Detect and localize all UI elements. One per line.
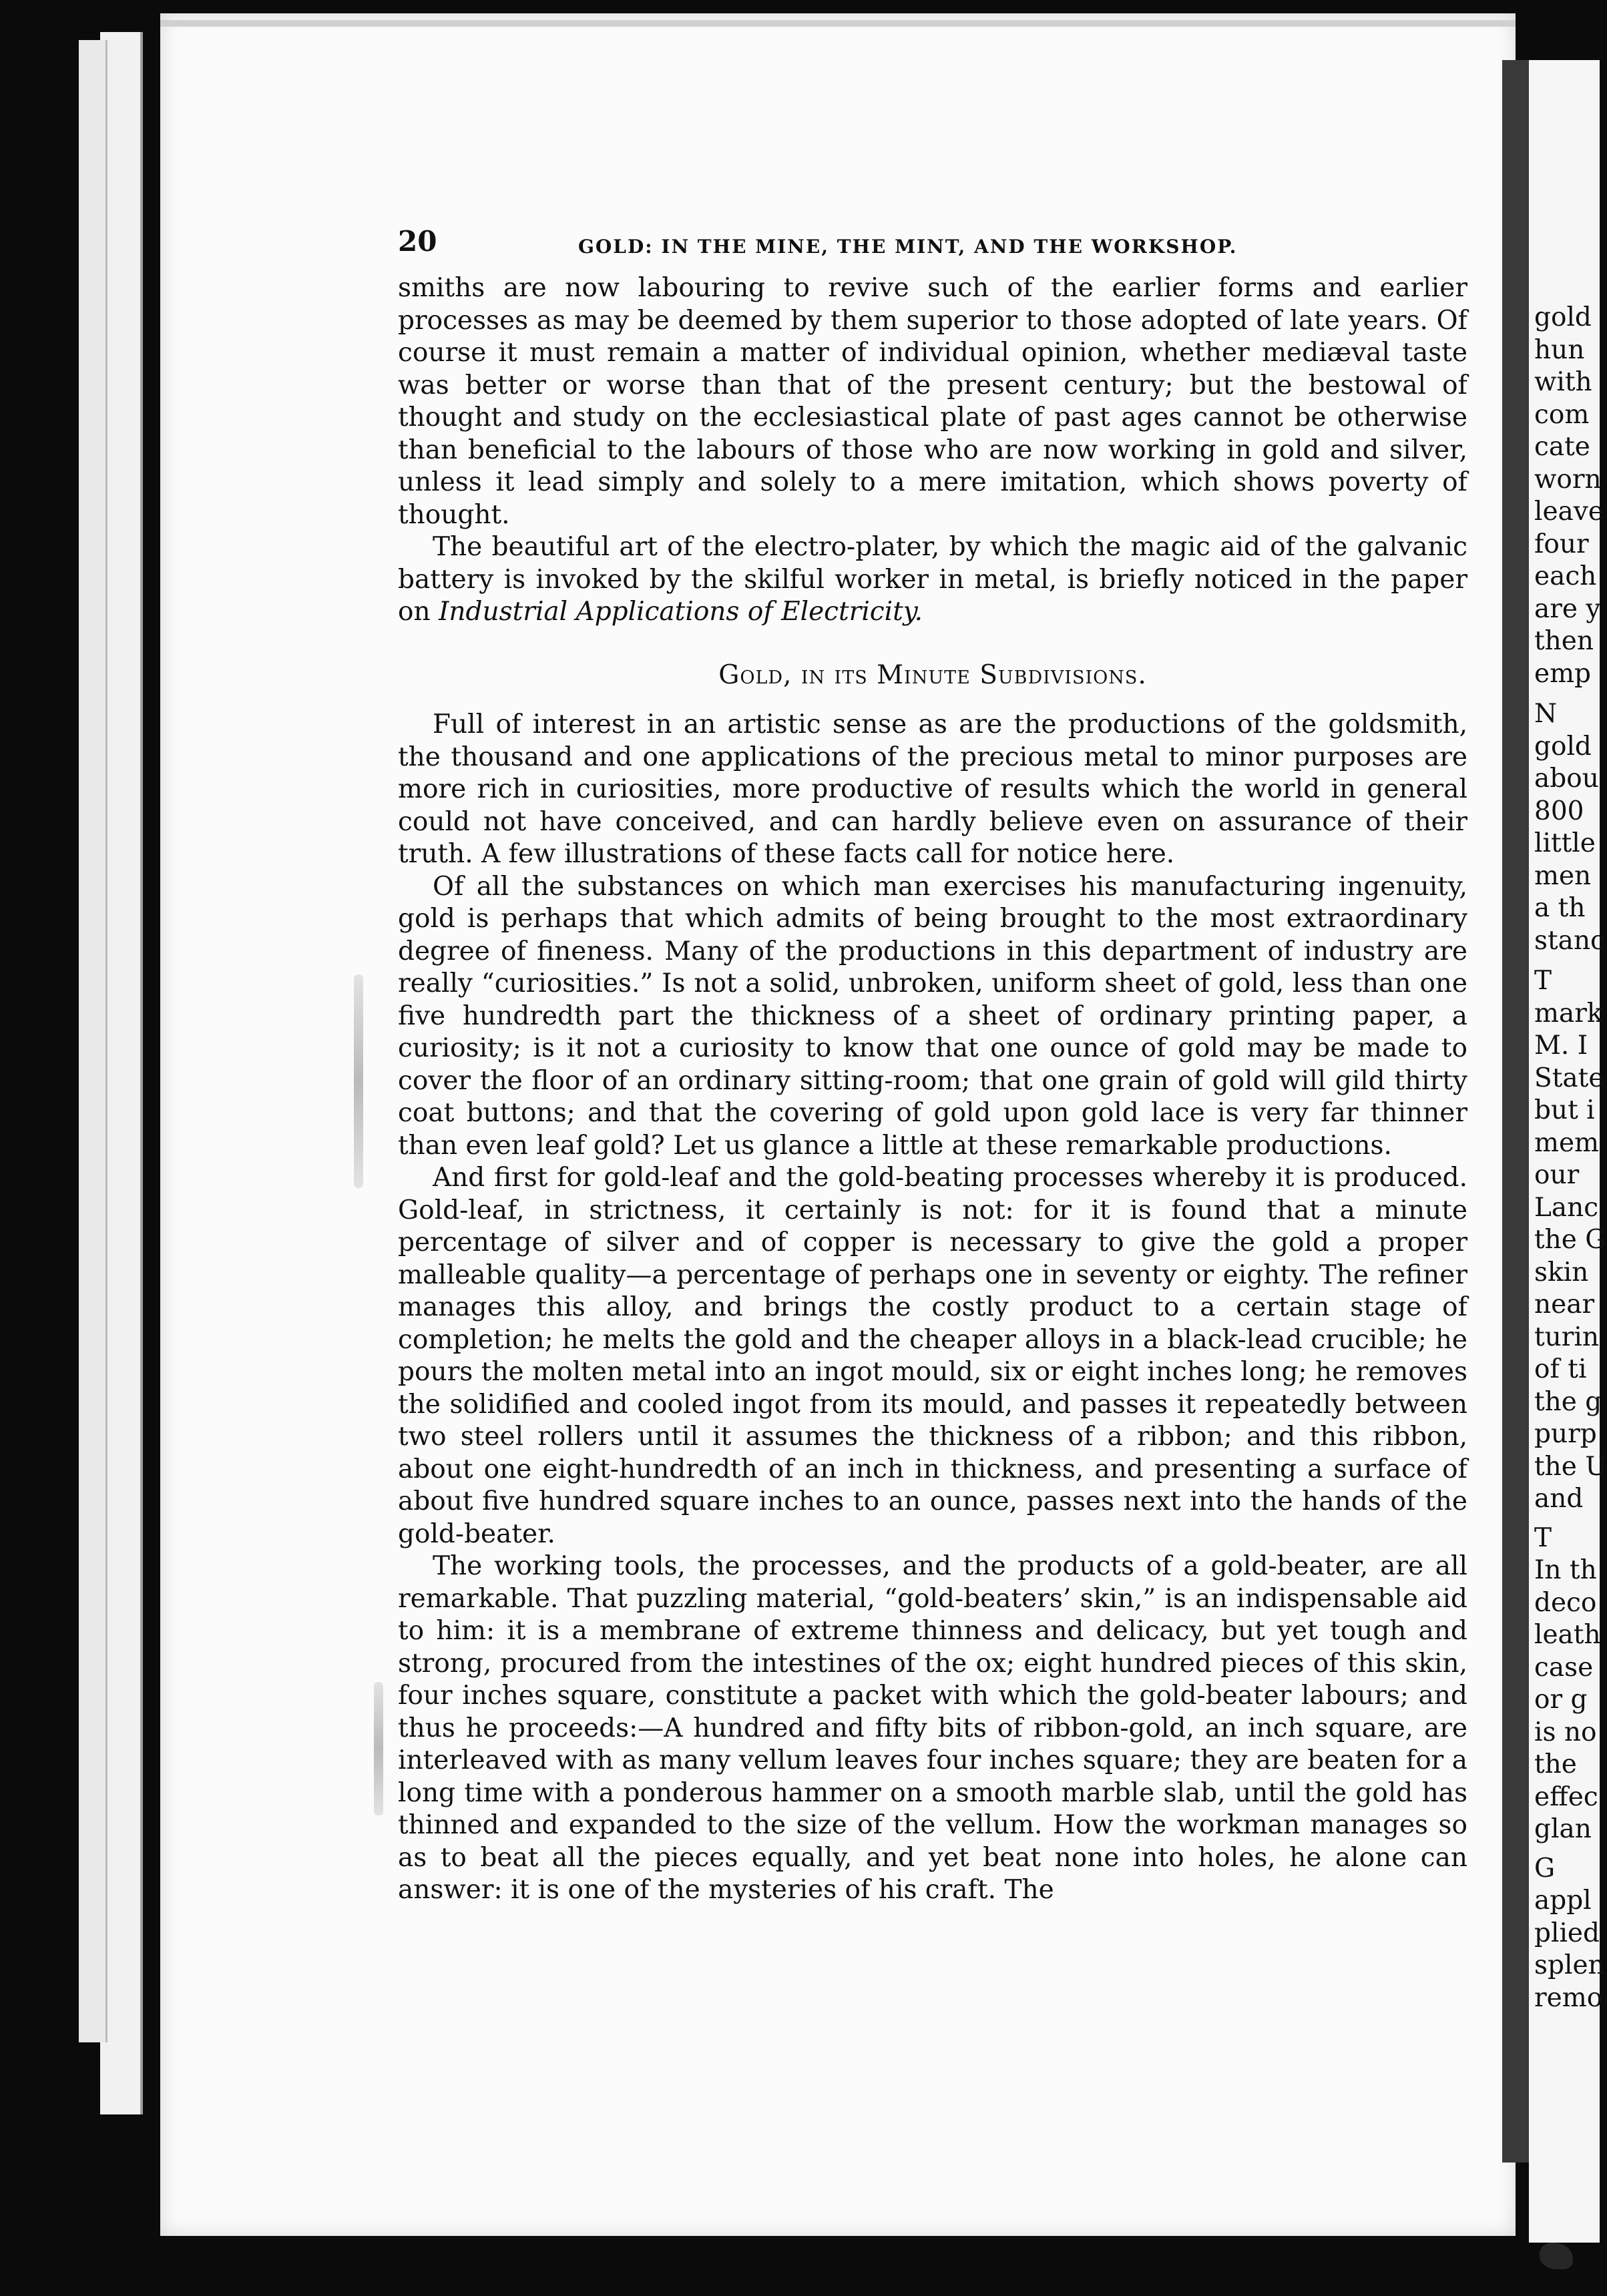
adjacent-page-word-fragment: the U	[1534, 1451, 1607, 1482]
adjacent-page-word-fragment: is no	[1534, 1717, 1597, 1747]
paragraph: The working tools, the processes, and the products of a gold-beater, are all remarkable. That puzzling material, “gold-beaters’ skin,” is an indispensable aid to him: it is a membrane of extreme thinness and delicacy, but yet tough and strong, procured from the intestines of the ox; eight hundred pieces of this skin, four inches square, constitute a packet with which the gold-beater labours; and thus he proceeds:—A hundred and fifty bits of ribbon-gold, an inch square, are interleaved with as many vellum leaves four inches square; they are beaten for a long time with a ponderous hammer on a smooth marble slab, until the gold has thinned and expanded to the size of the vellum. How the workman manages so as to beat all the pieces equally, and yet beat none into holes, he alone can answer: it is one of the mysteries of his craft. The	[398, 1551, 1467, 1905]
adjacent-page-word-fragment: Lanc	[1534, 1192, 1599, 1223]
adjacent-page-word-fragment: the	[1534, 1749, 1577, 1779]
italic-title: Industrial Applications of Electricity.	[439, 597, 923, 627]
adjacent-page-word-fragment: cate	[1534, 432, 1590, 462]
adjacent-page-word-fragment: then	[1534, 626, 1594, 656]
adjacent-page-word-fragment: gold	[1534, 731, 1592, 762]
scan-artifact	[1540, 2243, 1573, 2269]
adjacent-page-word-fragment: State	[1534, 1063, 1604, 1093]
adjacent-page-word-fragment: with	[1534, 367, 1592, 397]
adjacent-page-word-fragment: and	[1534, 1484, 1584, 1514]
adjacent-page-word-fragment: men	[1534, 860, 1592, 891]
adjacent-page-word-fragment: N	[1534, 699, 1558, 729]
adjacent-page-word-fragment: or g	[1534, 1685, 1588, 1715]
adjacent-page-word-fragment: T	[1534, 966, 1552, 996]
margin-pencil-mark	[354, 974, 363, 1188]
adjacent-page-word-fragment: turin	[1534, 1322, 1600, 1352]
adjacent-page-word-fragment: T	[1534, 1522, 1552, 1553]
adjacent-page-word-fragment: com	[1534, 399, 1590, 430]
adjacent-page-word-fragment: appl	[1534, 1886, 1592, 1916]
adjacent-page-word-fragment: stanc	[1534, 925, 1605, 956]
adjacent-page-word-fragment: abou	[1534, 764, 1599, 794]
book-gutter	[1502, 60, 1530, 2163]
paragraph: Of all the substances on which man exercises his manufacturing ingenuity, gold is perhaps that which admits of being brought to the most extraordinary degree of fineness. Many of the productions in this department of industry are really “curiosities.” Is not a solid, unbroken, uniform sheet of gold, less than one five hundredth part the thickness of a sheet of ordinary printing paper, a curiosity; is it not a curiosity to know that one ounce of gold may be made to cover the floor of an ordinary sitting-room; that one grain of gold will gild thirty coat buttons; and that the covering of gold upon gold lace is very far thinner than even leaf gold? Let us glance a little at these remarkable productions.	[398, 871, 1467, 1161]
adjacent-page-word-fragment: mem	[1534, 1127, 1600, 1158]
page-top-edge	[160, 20, 1516, 27]
adjacent-page-word-fragment: glan	[1534, 1814, 1592, 1844]
page-number: 20	[398, 225, 437, 258]
adjacent-page-word-fragment: 800	[1534, 796, 1584, 826]
adjacent-page-word-fragment: plied	[1534, 1918, 1600, 1948]
adjacent-page-word-fragment: remo	[1534, 1982, 1603, 2013]
adjacent-page-word-fragment: our	[1534, 1160, 1580, 1190]
adjacent-page-word-fragment: are y	[1534, 593, 1601, 624]
adjacent-page-word-fragment: near	[1534, 1289, 1595, 1320]
page-text	[398, 226, 1467, 1907]
adjacent-page-word-fragment: worn	[1534, 464, 1602, 495]
adjacent-page-word-fragment: G	[1534, 1853, 1556, 1884]
adjacent-page-word-fragment: skin	[1534, 1257, 1589, 1287]
adjacent-page-word-fragment: effec	[1534, 1781, 1598, 1812]
paragraph: smiths are now labouring to revive such of the earlier forms and earlier processes as may be deemed by them superior to those adopted of late years. Of course it must remain a matter of individual opinion, whether mediæval taste was better or worse than that of the present century; but the bestowal of thought and study on the ecclesiastical plate of past ages cannot be otherwise than beneficial to the labours of those who are now working in gold and silver, unless it lead simply and solely to a mere imitation, which shows poverty of thought.	[398, 273, 1467, 530]
adjacent-page-word-fragment: emp	[1534, 658, 1592, 689]
adjacent-page-word-fragment: the g	[1534, 1386, 1602, 1417]
adjacent-page-word-fragment: In th	[1534, 1555, 1597, 1585]
adjacent-page-word-fragment: purp	[1534, 1419, 1597, 1449]
adjacent-page-word-fragment: of ti	[1534, 1354, 1587, 1384]
adjacent-page-word-fragment: each	[1534, 561, 1597, 591]
adjacent-page-word-fragment: little	[1534, 828, 1596, 858]
running-head-title: GOLD: IN THE MINE, THE MINT, AND THE WORKSHOP.	[578, 236, 1238, 258]
book-edge-cover	[79, 40, 107, 2042]
adjacent-page-word-fragment: the G	[1534, 1225, 1606, 1255]
adjacent-page-word-fragment: gold	[1534, 302, 1592, 332]
adjacent-page-word-fragment: four	[1534, 529, 1589, 559]
paragraph: Full of interest in an artistic sense as are the productions of the goldsmith, the thousand and one applications of the precious metal to minor purposes are more rich in curiosities, more productive of results which the world in general could not have conceived, and can hardly believe even on assurance of their truth. A few illustrations of these facts call for notice here.	[398, 709, 1467, 869]
paragraph-text: The beautiful art of the electro-plater, by which the magic aid of the galvanic battery is invoked by the skilful worker in metal, is briefly noticed in the paper on	[398, 532, 1467, 627]
adjacent-page-word-fragment: leave	[1534, 497, 1604, 527]
adjacent-page-fragment	[1529, 60, 1607, 2243]
adjacent-page-word-fragment: deco	[1534, 1587, 1597, 1618]
section-heading: Gold, in its Minute Subdivisions.	[718, 659, 1147, 690]
adjacent-page-word-fragment: case	[1534, 1652, 1594, 1683]
adjacent-page-word-fragment: hun	[1534, 334, 1585, 365]
paragraph: And first for gold-leaf and the gold-beating processes whereby it is produced. Gold-leaf, in strictness, it certainly is not: for it is found that a minute percentage of silver and of copper is necessary to give the gold a proper malleable quality—a percentage of perhaps one in seventy or eighty. The refiner manages this alloy, and brings the costly product to a certain stage of completion; he melts the gold and the cheaper alloys in a black-lead crucible; he pours the molten metal into an ingot mould, six or eight inches long; he removes the solidified and cooled ingot from its mould, and passes it repeatedly between two steel rollers until it assumes the thickness of a ribbon; and this ribbon, about one eight-hundredth of an inch in thickness, and presenting a surface of about five hundred square inches to an ounce, passes next into the hands of the gold-beater.	[398, 1163, 1467, 1549]
adjacent-page-word-fragment: M. I	[1534, 1031, 1588, 1061]
adjacent-page-word-fragment: mark	[1534, 998, 1603, 1029]
running-head	[398, 226, 1467, 272]
margin-pencil-mark	[374, 1682, 383, 1815]
adjacent-page-word-fragment: splen	[1534, 1950, 1605, 1980]
adjacent-page-word-fragment: a th	[1534, 893, 1586, 923]
adjacent-page-word-fragment: but i	[1534, 1095, 1595, 1125]
paragraph	[398, 531, 1467, 629]
adjacent-page-word-fragment: leath	[1534, 1620, 1601, 1650]
